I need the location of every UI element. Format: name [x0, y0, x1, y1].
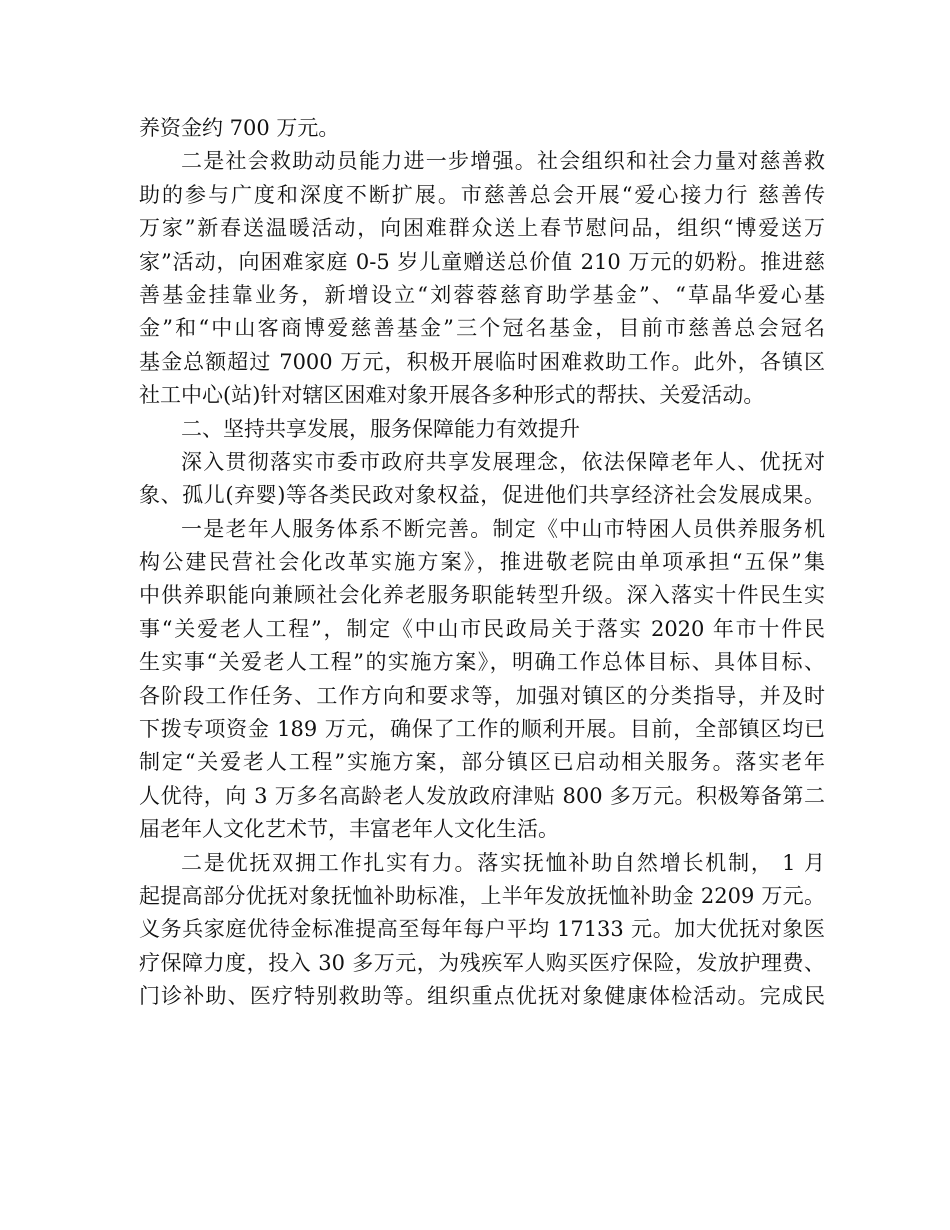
text-line: 下拨专项资金 189 万元，确保了工作的顺利开展。目前，全部镇区均已	[139, 717, 825, 742]
text-line: 二是优抚双拥工作扎实有力。落实抚恤补助自然增长机制， 1 月	[181, 850, 825, 875]
text-line: 养资金约 700 万元。	[139, 116, 340, 140]
text-line: 象、孤儿(弃婴)等各类民政对象权益，促进他们共享经济社会发展成果。	[139, 483, 825, 508]
text-line: 助的参与广度和深度不断扩展。市慈善总会开展“爱心接力行 慈善传	[139, 182, 825, 207]
text-line: 起提高部分优抚对象抚恤补助标准，上半年发放抚恤补助金 2209 万元。	[139, 883, 825, 908]
text-line: 二是社会救助动员能力进一步增强。社会组织和社会力量对慈善救	[181, 149, 825, 174]
text-line: 基金总额超过 7000 万元，积极开展临时困难救助工作。此外，各镇区	[139, 349, 825, 374]
text-line: 制定“关爱老人工程”实施方案，部分镇区已启动相关服务。落实老年	[139, 750, 825, 775]
text-line: 人优待，向 3 万多名高龄老人发放政府津贴 800 多万元。积极筹备第二	[139, 783, 825, 808]
text-line: 届老年人文化艺术节，丰富老年人文化生活。	[139, 817, 559, 842]
document-body	[139, 112, 825, 1014]
text-line: 一是老年人服务体系不断完善。制定《中山市特困人员供养服务机	[181, 516, 825, 541]
text-line: 二、坚持共享发展，服务保障能力有效提升	[181, 416, 580, 441]
text-line: 门诊补助、医疗特别救助等。组织重点优抚对象健康体检活动。完成民	[139, 984, 825, 1009]
text-line: 中供养职能向兼顾社会化养老服务职能转型升级。深入落实十件民生实	[139, 583, 825, 608]
text-line: 各阶段工作任务、工作方向和要求等，加强对镇区的分类指导，并及时	[139, 683, 825, 708]
text-line: 疗保障力度，投入 30 多万元，为残疾军人购买医疗保险，发放护理费、	[139, 950, 825, 975]
text-line: 生实事“关爱老人工程”的实施方案》，明确工作总体目标、具体目标、	[139, 650, 825, 675]
text-line: 家”活动，向困难家庭 0-5 岁儿童赠送总价值 210 万元的奶粉。推进慈	[139, 249, 825, 274]
text-line: 事“关爱老人工程”，制定《中山市民政局关于落实 2020 年市十件民	[139, 616, 825, 641]
text-line: 善基金挂靠业务，新增设立“刘蓉蓉慈育助学基金”、“草晶华爱心基	[139, 282, 825, 307]
text-line: 构公建民营社会化改革实施方案》，推进敬老院由单项承担“五保”集	[139, 550, 825, 575]
text-line: 深入贯彻落实市委市政府共享发展理念，依法保障老年人、优抚对	[181, 449, 825, 474]
text-line: 万家”新春送温暖活动，向困难群众送上春节慰问品，组织“博爱送万	[139, 216, 825, 241]
text-line: 金”和“中山客商博爱慈善基金”三个冠名基金，目前市慈善总会冠名	[139, 316, 825, 341]
text-line: 义务兵家庭优待金标准提高至每年每户平均 17133 元。加大优抚对象医	[139, 917, 825, 942]
text-line: 社工中心(站)针对辖区困难对象开展各多种形式的帮扶、关爱活动。	[139, 383, 765, 408]
